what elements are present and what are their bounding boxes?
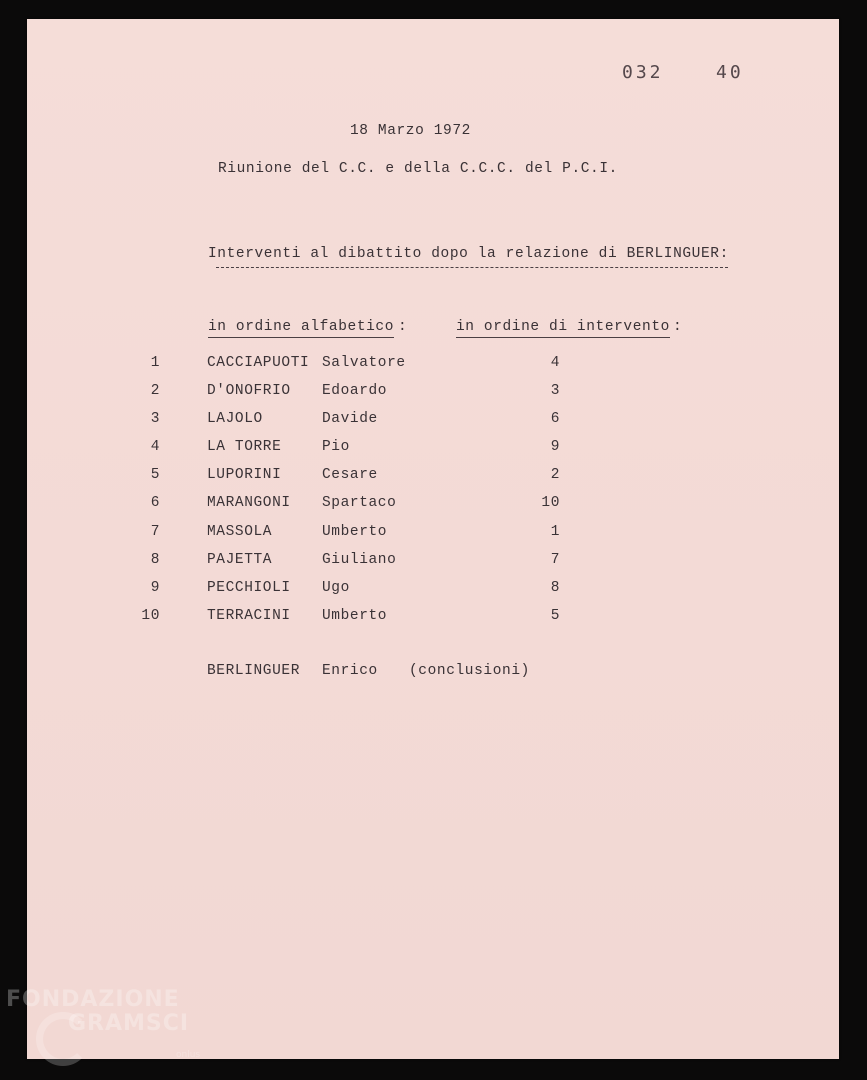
column-header-colon: :: [673, 319, 683, 335]
watermark-line1: FONDAZIONE: [6, 987, 180, 1012]
speaker-surname: LUPORINI: [207, 467, 282, 484]
speaker-surname: CACCIAPUOTI: [207, 355, 310, 371]
speaker-surname: MASSOLA: [207, 523, 273, 540]
speaker-number: 10: [141, 607, 160, 624]
speaker-order: 10: [541, 495, 560, 512]
column-header-order: in ordine di intervento: [456, 318, 670, 338]
speaker-given-name: Ugo: [322, 579, 350, 596]
speaker-order: 9: [550, 439, 560, 456]
list-item: [0, 466, 867, 494]
speaker-order: 7: [550, 551, 560, 568]
speaker-order: 1: [550, 523, 560, 540]
speaker-surname: MARANGONI: [207, 495, 291, 512]
document-date: 18 Marzo 1972: [350, 123, 471, 139]
section-heading: Interventi al dibattito dopo la relazione di BERLINGUER:: [208, 246, 729, 262]
speaker-number: 1: [150, 355, 160, 371]
speaker-order: 3: [550, 383, 560, 400]
speaker-given-name: Pio: [322, 439, 350, 456]
watermark-line2: GRAMSCI: [68, 1011, 190, 1036]
list-item: [0, 523, 867, 551]
speaker-given-name: Salvatore: [322, 355, 406, 371]
archive-number-right: 40: [716, 62, 744, 83]
closing-note: (conclusioni): [409, 663, 530, 679]
list-item: [0, 494, 867, 522]
speaker-order: 4: [550, 355, 560, 371]
speaker-surname: LAJOLO: [207, 411, 263, 428]
watermark-suffix: onlus: [176, 1050, 201, 1060]
list-item: [0, 551, 867, 579]
list-item: [0, 410, 867, 438]
speaker-number: 2: [150, 383, 160, 400]
speaker-surname: D'ONOFRIO: [207, 383, 291, 400]
list-item: [0, 354, 867, 382]
speaker-given-name: Umberto: [322, 523, 388, 540]
speaker-order: 5: [550, 607, 560, 624]
speaker-number: 4: [150, 439, 160, 456]
speaker-number: 9: [150, 579, 160, 596]
column-header-alphabetical: in ordine alfabetico: [208, 318, 394, 338]
closing-surname: BERLINGUER: [207, 663, 301, 679]
speaker-number: 3: [150, 411, 160, 428]
list-item: [0, 438, 867, 466]
speaker-order: 6: [550, 411, 560, 428]
speaker-given-name: Edoardo: [322, 383, 388, 400]
speaker-number: 8: [150, 551, 160, 568]
speaker-number: 5: [150, 467, 160, 484]
speaker-given-name: Spartaco: [322, 495, 397, 512]
speaker-order: 8: [550, 579, 560, 596]
speaker-given-name: Umberto: [322, 607, 388, 624]
speaker-given-name: Cesare: [322, 467, 378, 484]
speaker-surname: PAJETTA: [207, 551, 273, 568]
speaker-surname: PECCHIOLI: [207, 579, 291, 596]
speaker-surname: LA TORRE: [207, 439, 282, 456]
list-item: [0, 382, 867, 410]
heading-dashed-rule: [216, 267, 728, 268]
speaker-surname: TERRACINI: [207, 607, 291, 624]
speaker-given-name: Giuliano: [322, 551, 397, 568]
column-header-colon: :: [398, 319, 408, 335]
speaker-given-name: Davide: [322, 411, 378, 428]
speaker-order: 2: [550, 467, 560, 484]
list-item: [0, 607, 867, 635]
speaker-list: [0, 354, 867, 635]
archive-number-left: 032: [622, 62, 664, 83]
speaker-number: 6: [150, 495, 160, 512]
closing-given-name: Enrico: [322, 663, 378, 679]
watermark: [6, 988, 189, 1036]
speaker-number: 7: [150, 523, 160, 540]
list-item: [0, 579, 867, 607]
meeting-title: Riunione del C.C. e della C.C.C. del P.C.I.: [218, 161, 618, 177]
